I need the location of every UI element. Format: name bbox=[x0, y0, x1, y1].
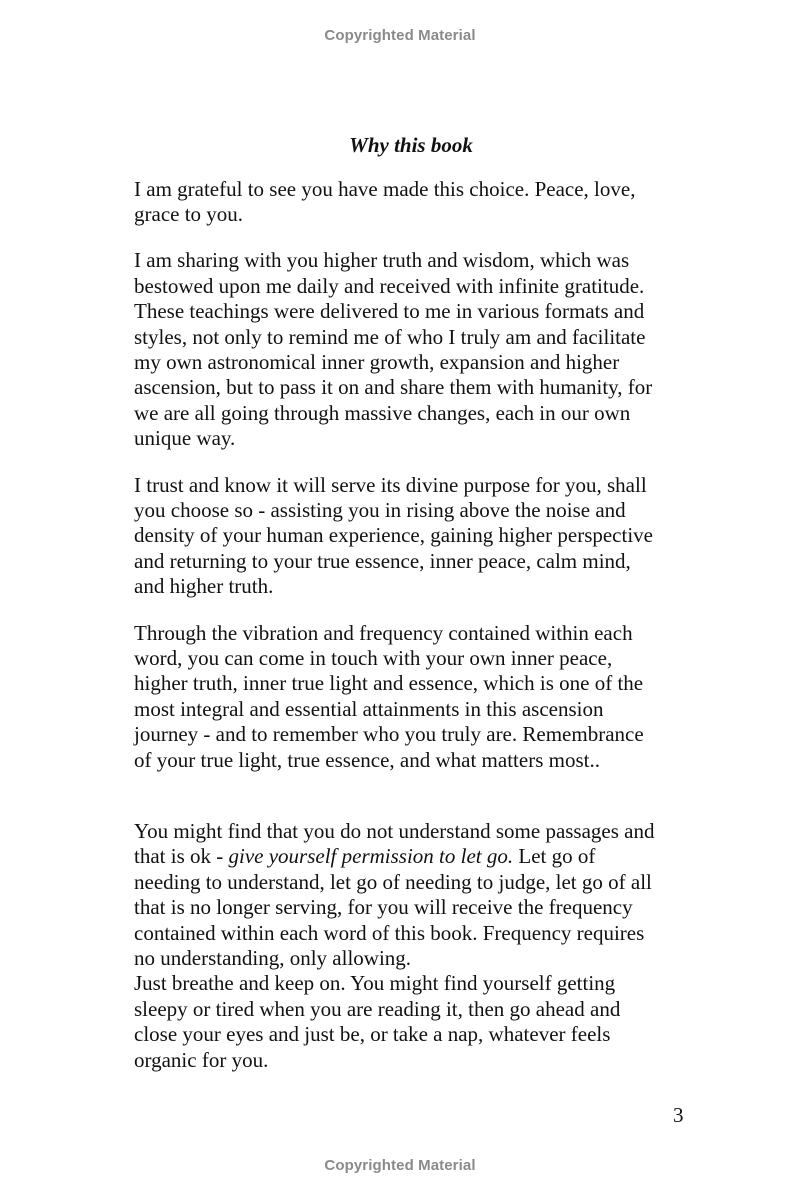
text-line: that is no longer serving, for you will receive the frequency bbox=[134, 895, 633, 920]
text-line: Just breathe and keep on. You might find yourself getting bbox=[134, 971, 616, 996]
text-line: needing to understand, let go of needing to judge, let go of all bbox=[134, 869, 652, 894]
text-line: you choose so - assisting you in rising above the noise and bbox=[134, 497, 626, 522]
page-number: 3 bbox=[673, 1103, 684, 1127]
body-text bbox=[134, 177, 694, 1073]
text-line: we are all going through massive changes, each in our own bbox=[134, 400, 631, 425]
copyright-watermark-top: Copyrighted Material bbox=[324, 27, 476, 44]
text-line: ascension, but to pass it on and share them with humanity, for bbox=[134, 375, 653, 400]
text-line: Through the vibration and frequency contained within each bbox=[134, 620, 633, 645]
text-line: I am grateful to see you have made this choice. Peace, love, bbox=[134, 177, 636, 201]
paragraph-2 bbox=[134, 248, 694, 451]
text-segment: that is ok - bbox=[134, 844, 229, 869]
text-line: and returning to your true essence, inner peace, calm mind, bbox=[134, 548, 631, 573]
text-line: sleepy or tired when you are reading it, then go ahead and bbox=[134, 996, 621, 1021]
text-line: styles, not only to remind me of who I truly am and facilitate bbox=[134, 324, 646, 349]
text-line: grace to you. bbox=[134, 202, 244, 227]
paragraph-1 bbox=[134, 177, 694, 228]
text-line: close your eyes and just be, or take a nap, whatever feels bbox=[134, 1022, 611, 1047]
text-segment: Let go of bbox=[513, 844, 596, 869]
text-line: no understanding, only allowing. bbox=[134, 946, 412, 971]
text-line: density of your human experience, gaining higher perspective bbox=[134, 523, 653, 548]
paragraph-6 bbox=[134, 971, 694, 1073]
text-line: word, you can come in touch with your own inner peace, bbox=[134, 646, 613, 670]
text-line: organic for you. bbox=[134, 1047, 269, 1072]
paragraph-5 bbox=[134, 819, 694, 971]
text-line: higher truth, inner true light and essence, which is one of the bbox=[134, 671, 644, 696]
text-line: and higher truth. bbox=[134, 574, 274, 599]
copyright-watermark-bottom: Copyrighted Material bbox=[324, 1157, 476, 1174]
chapter-title: Why this book bbox=[349, 133, 473, 157]
text-line: journey - and to remember who you truly are. Remembrance bbox=[134, 722, 644, 747]
text-line: These teachings were delivered to me in various formats and bbox=[134, 299, 645, 324]
text-line bbox=[134, 844, 694, 869]
text-line: contained within each word of this book. Frequency requires bbox=[134, 920, 645, 945]
text-line: my own astronomical inner growth, expansion and higher bbox=[134, 349, 620, 374]
text-line: You might find that you do not understand some passages and bbox=[134, 819, 655, 844]
text-line: of your true light, true essence, and what matters most.. bbox=[134, 747, 600, 772]
emphasis-text: give yourself permission to let go. bbox=[228, 844, 514, 869]
paragraph-4 bbox=[134, 621, 694, 773]
text-line: bestowed upon me daily and received with infinite gratitude. bbox=[134, 273, 645, 298]
text-line: I trust and know it will serve its divine purpose for you, shall bbox=[134, 472, 647, 497]
text-line: unique way. bbox=[134, 426, 236, 451]
text-line: I am sharing with you higher truth and wisdom, which was bbox=[134, 248, 630, 273]
paragraph-3 bbox=[134, 473, 694, 600]
text-line: most integral and essential attainments in this ascension bbox=[134, 696, 604, 721]
